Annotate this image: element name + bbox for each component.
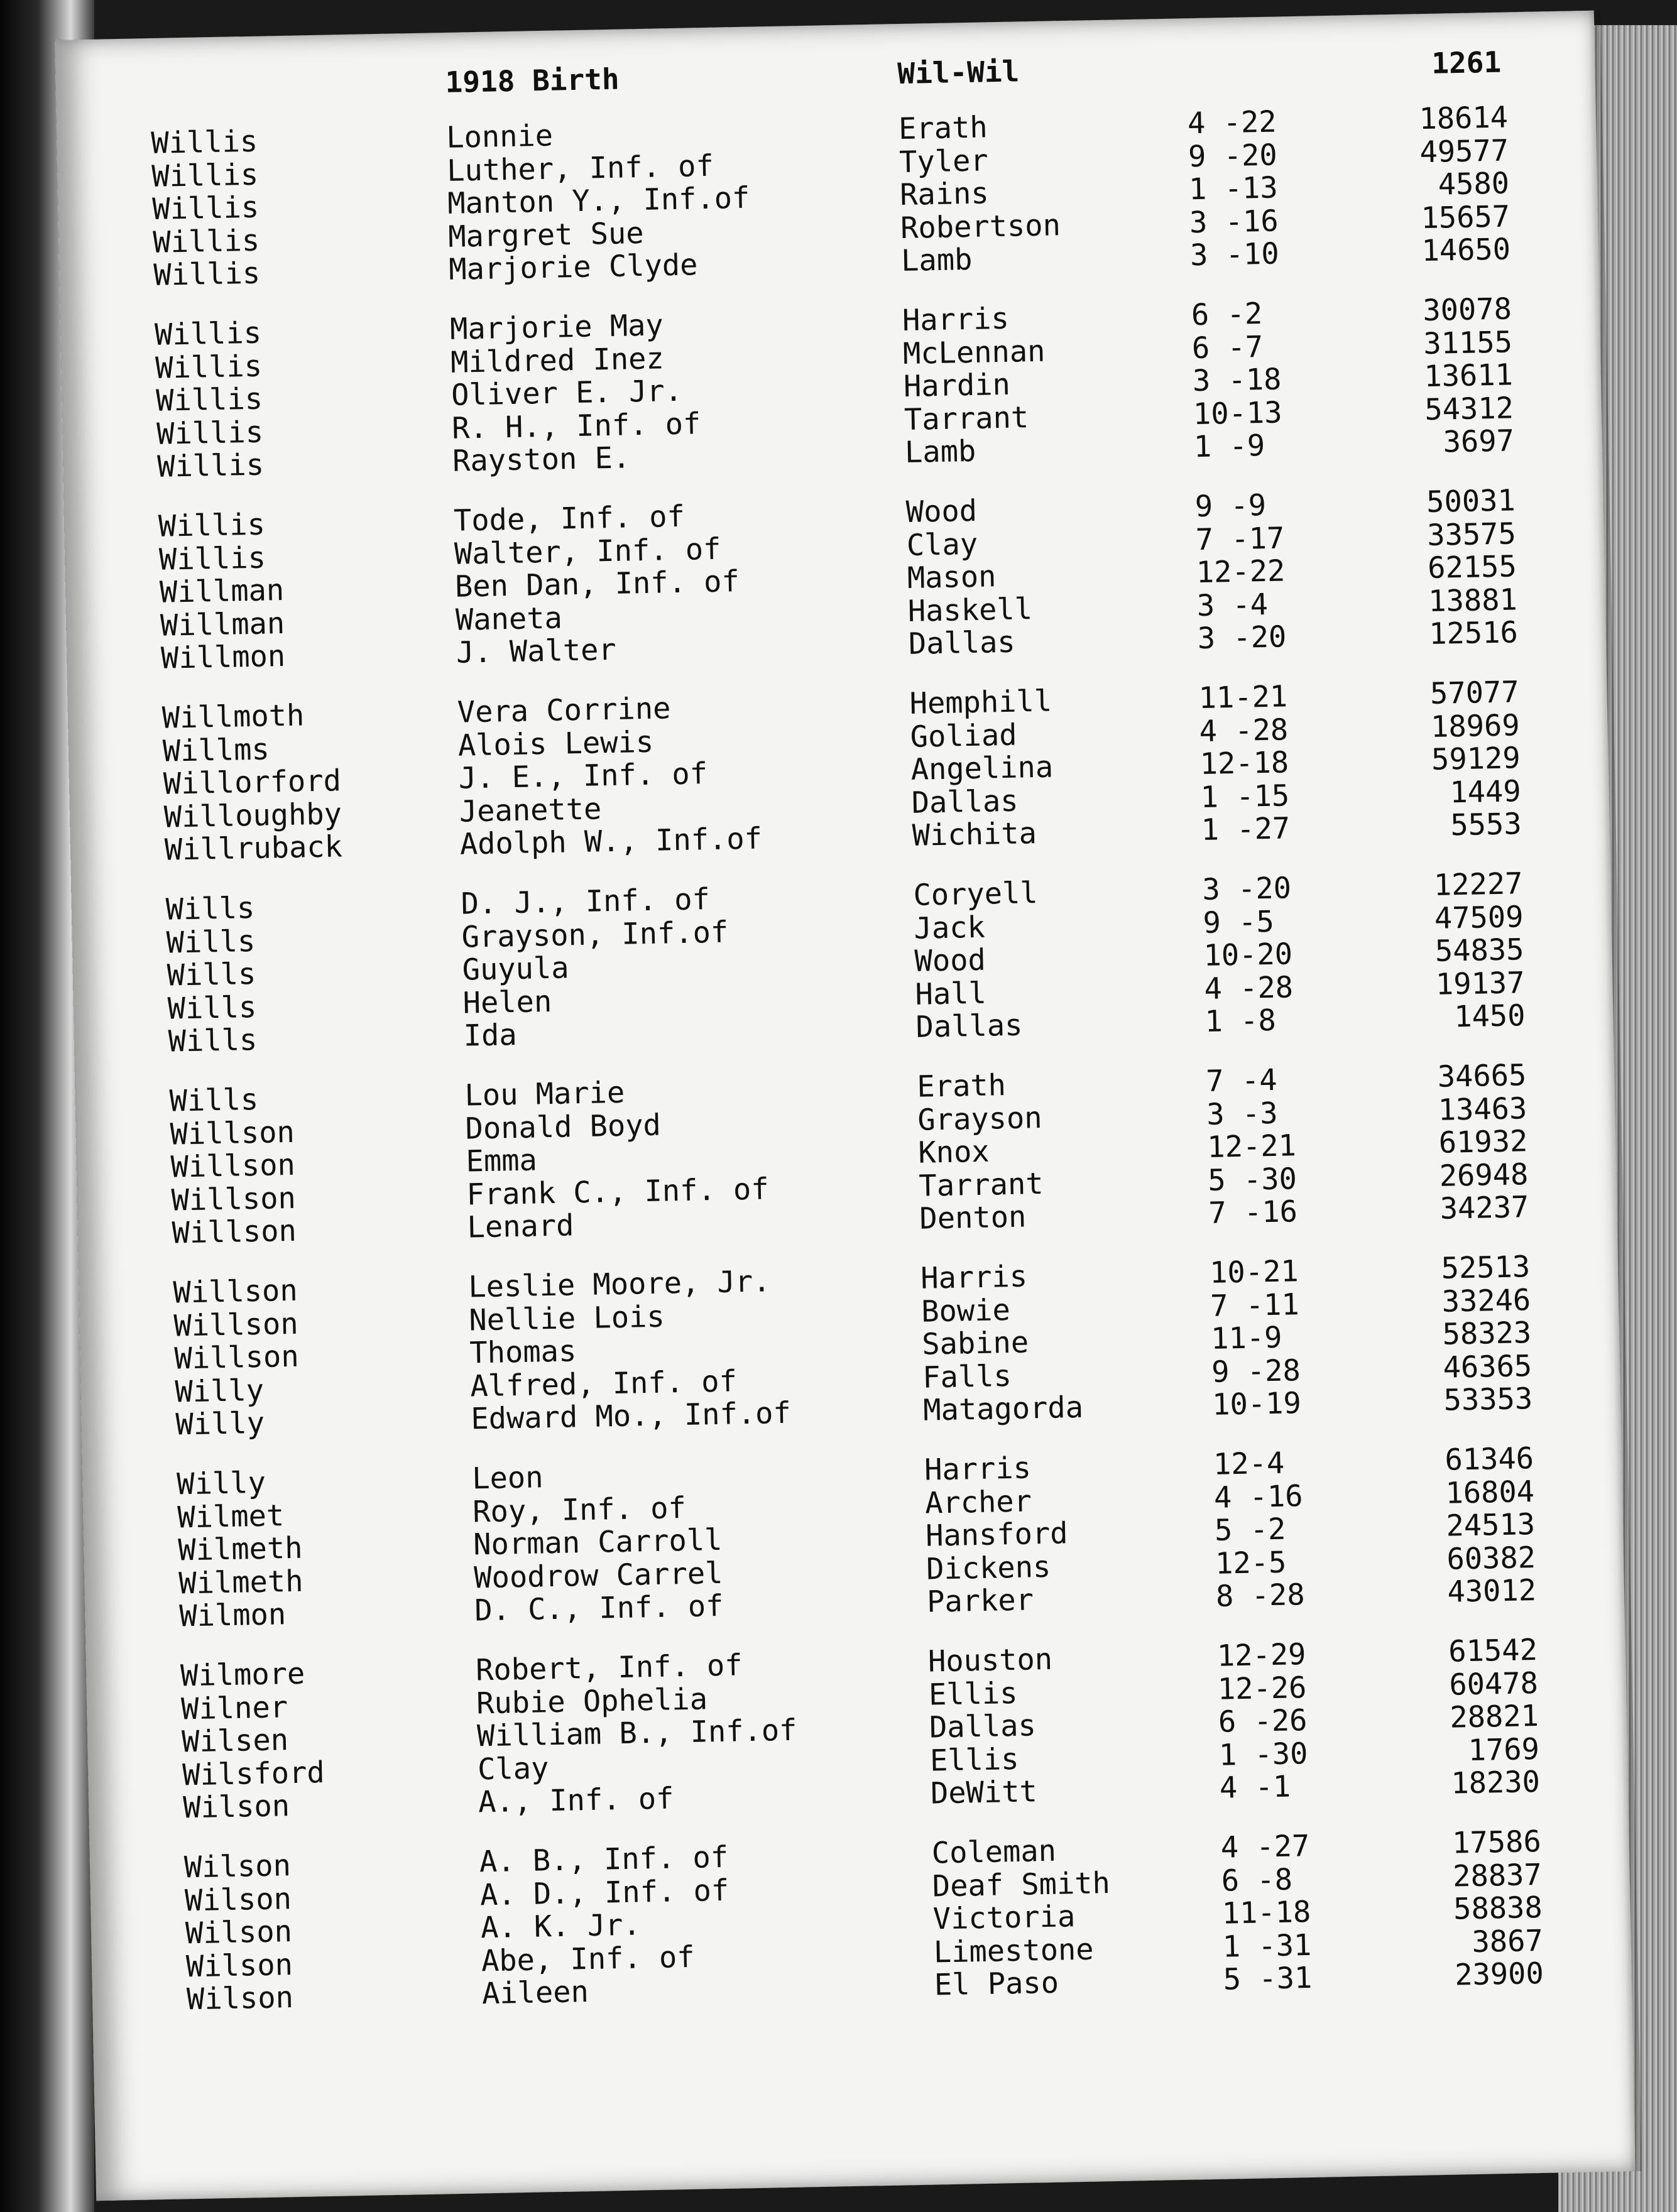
record-surname: Willson [173, 1306, 299, 1344]
record-county: Angelina [910, 749, 1054, 788]
record-county: Archer [924, 1484, 1032, 1521]
record-surname: Willis [151, 157, 259, 194]
record-surname: Willson [172, 1273, 298, 1310]
record-given-name: William B., Inf.of [476, 1713, 797, 1754]
record-number: 28821 [1449, 1699, 1539, 1735]
record-given-name: Nellie Lois [468, 1299, 665, 1338]
record-county: Sabine [921, 1325, 1029, 1362]
record-date: 4 -1 [1219, 1769, 1291, 1806]
record-number: 46365 [1443, 1348, 1532, 1385]
record-date: 1 -15 [1200, 778, 1290, 815]
record-date: 4 -28 [1204, 970, 1294, 1006]
record-county: Harris [902, 301, 1010, 339]
record-county: Tarrant [918, 1166, 1044, 1204]
record-surname: Willy [176, 1465, 266, 1502]
record-date: 3 -4 [1196, 587, 1269, 623]
record-number: 33575 [1426, 516, 1517, 553]
record-county: Knox [917, 1134, 990, 1170]
record-surname: Wills [168, 1023, 258, 1060]
record-county: Hansford [925, 1516, 1069, 1554]
record-surname: Willruback [164, 829, 343, 868]
record-date: 4 -16 [1213, 1478, 1304, 1515]
record-surname: Wilmeth [177, 1530, 303, 1568]
record-county: Wichita [912, 816, 1037, 854]
record-number: 23900 [1454, 1956, 1544, 1993]
record-surname: Willman [160, 606, 285, 643]
record-surname: Willmoth [161, 698, 305, 736]
record-number: 61932 [1438, 1124, 1528, 1161]
record-date: 12-22 [1196, 553, 1286, 591]
record-date: 4 -22 [1187, 104, 1277, 141]
record-given-name: Frank C., Inf. of [466, 1172, 770, 1212]
record-given-name: Grayson, Inf.of [461, 915, 729, 955]
record-date: 3 -18 [1192, 362, 1282, 399]
record-number: 61346 [1444, 1441, 1534, 1478]
record-date: 12-5 [1215, 1545, 1287, 1581]
record-county: Ellis [929, 1741, 1020, 1779]
record-given-name: Norman Carroll [473, 1523, 723, 1562]
record-surname: Willson [174, 1339, 300, 1376]
record-number: 58838 [1453, 1890, 1543, 1927]
record-county: Coryell [913, 876, 1039, 913]
record-surname: Willson [172, 1214, 297, 1251]
record-surname: Wilmeth [178, 1564, 303, 1601]
record-given-name: Jeanette [459, 792, 602, 829]
record-given-name: Abe, Inf. of [481, 1939, 696, 1979]
record-date: 12-29 [1216, 1637, 1306, 1674]
record-given-name: Edward Mo., Inf.of [470, 1396, 792, 1437]
record-county: Ellis [928, 1675, 1019, 1713]
record-number: 53353 [1443, 1381, 1533, 1419]
record-surname: Willis [156, 447, 265, 485]
record-surname: Wilson [182, 1789, 290, 1826]
record-surname: Willms [162, 732, 270, 769]
record-county: Coleman [931, 1833, 1057, 1871]
record-number: 30078 [1422, 291, 1512, 329]
record-county: Grayson [917, 1100, 1043, 1138]
record-given-name: Donald Boyd [465, 1108, 662, 1147]
record-date: 12-4 [1213, 1446, 1285, 1482]
record-county: Goliad [910, 717, 1018, 755]
record-date: 11-9 [1210, 1320, 1282, 1357]
record-surname: Wilsford [182, 1755, 325, 1793]
record-date: 3 -20 [1197, 619, 1287, 657]
record-number: 1769 [1468, 1731, 1540, 1768]
record-given-name: A. D., Inf. of [479, 1873, 729, 1912]
record-date: 6 -2 [1191, 297, 1263, 333]
record-county: Tarrant [904, 400, 1029, 437]
record-given-name: Vera Corrine [457, 691, 671, 730]
record-surname: Wilson [184, 1881, 292, 1918]
record-date: 12-18 [1199, 745, 1289, 782]
record-county: Wood [914, 942, 986, 979]
record-number: 60478 [1448, 1665, 1539, 1703]
record-date: 1 -30 [1218, 1736, 1308, 1773]
record-county: Jack [914, 910, 986, 946]
record-county: Parker [926, 1583, 1034, 1620]
record-given-name: Robert, Inf. of [475, 1648, 743, 1688]
record-date: 11-21 [1198, 679, 1288, 716]
record-date: 5 -31 [1223, 1961, 1313, 1998]
record-date: 7 -16 [1208, 1194, 1298, 1231]
record-number: 18230 [1450, 1765, 1541, 1802]
record-given-name: Manton Y., Inf.of [447, 180, 750, 222]
record-surname: Wills [166, 923, 256, 961]
record-county: Erath [916, 1068, 1007, 1104]
record-county: Limestone [933, 1932, 1095, 1970]
record-date: 1 -8 [1204, 1003, 1277, 1040]
page-range-heading: Wil-Wil [897, 54, 1020, 91]
record-date: 4 -27 [1220, 1829, 1310, 1865]
record-date: 11-18 [1221, 1895, 1311, 1931]
record-given-name: Clay [477, 1751, 549, 1787]
record-date: 9 -20 [1188, 138, 1278, 174]
record-given-name: A. K. Jr. [480, 1907, 642, 1946]
record-county: Dickens [926, 1549, 1051, 1587]
record-surname: Wilson [183, 1848, 292, 1885]
record-date: 6 -26 [1218, 1703, 1308, 1740]
record-number: 54835 [1434, 932, 1524, 969]
record-number: 12227 [1433, 866, 1523, 903]
record-number: 18969 [1430, 707, 1521, 744]
record-given-name: Ida [463, 1018, 518, 1054]
record-number: 33246 [1441, 1282, 1531, 1319]
record-surname: Wilson [186, 1980, 294, 2017]
record-surname: Willis [158, 507, 266, 544]
record-county: Robertson [900, 207, 1061, 246]
record-given-name: Alfred, Inf. of [469, 1364, 738, 1404]
record-date: 4 -28 [1199, 712, 1289, 749]
record-surname: Willy [175, 1406, 265, 1442]
record-given-name: Helen [462, 984, 552, 1021]
record-given-name: A. B., Inf. of [479, 1839, 729, 1880]
record-county: Clay [906, 526, 978, 563]
record-number: 24513 [1446, 1507, 1536, 1544]
record-given-name: Lenard [467, 1208, 574, 1245]
record-date: 3 -3 [1206, 1096, 1279, 1132]
record-county: Victoria [932, 1899, 1076, 1937]
record-date: 7 -4 [1205, 1062, 1278, 1099]
record-county: Hemphill [909, 684, 1052, 721]
record-number: 16804 [1445, 1474, 1535, 1511]
record-county: Lamb [900, 242, 973, 279]
record-number: 54312 [1424, 391, 1514, 427]
birth-records-list [57, 99, 1596, 2017]
record-given-name: A., Inf. of [478, 1781, 674, 1820]
page-year-heading: 1918 Birth [445, 62, 620, 99]
record-given-name: Adolph W., Inf.of [459, 821, 763, 863]
record-number: 1449 [1449, 774, 1522, 810]
record-number: 13881 [1428, 582, 1518, 619]
record-surname: Willorford [163, 763, 342, 802]
record-given-name: R. H., Inf. of [451, 406, 701, 446]
record-surname: Wilmore [180, 1656, 305, 1694]
record-surname: Wilsen [181, 1723, 289, 1760]
record-given-name: Oliver E. Jr. [451, 373, 683, 413]
record-number: 50031 [1426, 483, 1516, 520]
record-given-name: Lou Marie [464, 1075, 625, 1113]
record-number: 13463 [1438, 1091, 1527, 1128]
record-date: 1 -31 [1222, 1927, 1312, 1964]
record-date: 5 -2 [1214, 1512, 1286, 1549]
record-number: 58323 [1442, 1316, 1532, 1352]
record-date: 10-20 [1203, 937, 1293, 974]
record-date: 6 -7 [1191, 329, 1264, 366]
record-county: Tyler [899, 143, 989, 180]
record-number: 4580 [1438, 166, 1510, 202]
record-date: 1 -9 [1193, 428, 1265, 465]
record-date: 7 -17 [1195, 521, 1285, 557]
record-county: Hardin [903, 367, 1011, 405]
record-surname: Willson [171, 1180, 297, 1218]
record-county: DeWitt [930, 1774, 1038, 1811]
record-county: Rains [899, 176, 990, 213]
record-county: Matagorda [922, 1390, 1084, 1429]
record-surname: Willis [154, 315, 262, 352]
record-given-name: Lonnie [445, 118, 554, 155]
record-number: 52513 [1441, 1250, 1531, 1286]
record-county: Houston [927, 1642, 1053, 1679]
record-county: Harris [920, 1259, 1028, 1296]
page-number: 1261 [1431, 45, 1502, 80]
record-number: 18614 [1419, 100, 1509, 137]
record-number: 13611 [1423, 357, 1514, 395]
record-given-name: Roy, Inf. of [472, 1490, 687, 1530]
record-surname: Wills [165, 890, 255, 927]
record-surname: Willis [152, 223, 260, 260]
record-date: 3 -10 [1189, 236, 1280, 273]
record-given-name: Emma [466, 1143, 538, 1179]
record-given-name: Luther, Inf. of [446, 148, 714, 188]
record-county: Dallas [908, 625, 1016, 662]
record-surname: Willis [151, 190, 259, 227]
record-date: 9 -28 [1211, 1353, 1301, 1390]
record-surname: Willis [155, 349, 263, 386]
record-date: 6 -8 [1221, 1862, 1293, 1899]
record-given-name: Alois Lewis [457, 724, 654, 763]
record-county: Dallas [915, 1008, 1023, 1045]
record-surname: Wilmet [177, 1498, 285, 1535]
record-surname: Wilner [180, 1689, 288, 1727]
record-number: 19137 [1435, 966, 1525, 1002]
record-number: 3697 [1443, 423, 1515, 460]
record-number: 31155 [1423, 324, 1513, 361]
record-given-name: Thomas [469, 1334, 577, 1371]
register-page [55, 11, 1636, 2201]
record-county: Haskell [907, 591, 1033, 629]
record-date: 10-13 [1193, 395, 1282, 432]
record-given-name: Marjorie May [449, 308, 664, 347]
record-given-name: Guyula [462, 951, 570, 988]
record-county: Harris [924, 1451, 1032, 1488]
record-county: Wood [905, 493, 978, 530]
record-number: 1450 [1453, 998, 1526, 1035]
record-number: 61542 [1448, 1633, 1538, 1669]
record-date: 5 -30 [1207, 1162, 1297, 1198]
record-number: 47509 [1434, 899, 1524, 936]
record-surname: Wills [167, 989, 257, 1027]
record-surname: Willis [155, 381, 263, 419]
record-county: Denton [919, 1199, 1027, 1237]
record-county: Hall [915, 976, 987, 1012]
record-given-name: Tode, Inf. of [453, 499, 686, 538]
record-number: 60382 [1446, 1540, 1536, 1577]
record-given-name: J. Walter [456, 633, 617, 671]
record-given-name: Margret Sue [447, 215, 645, 254]
record-date: 1 -27 [1201, 811, 1291, 848]
record-county: El Paso [934, 1966, 1059, 2003]
record-date: 9 -9 [1194, 488, 1267, 525]
record-number: 3867 [1472, 1923, 1544, 1959]
record-number: 17586 [1451, 1824, 1542, 1861]
record-date: 10-19 [1211, 1386, 1302, 1423]
record-date: 10-21 [1209, 1254, 1299, 1290]
record-surname: Wilson [185, 1914, 293, 1951]
record-surname: Willson [170, 1114, 295, 1152]
record-date: 9 -5 [1202, 904, 1275, 940]
record-surname: Willis [158, 540, 266, 577]
record-surname: Willy [175, 1373, 265, 1410]
record-given-name: Rayston E. [452, 440, 631, 479]
record-given-name: D. J., Inf. of [461, 882, 711, 922]
record-number: 12516 [1428, 615, 1519, 652]
record-county: Erath [898, 110, 988, 147]
record-number: 49577 [1419, 133, 1509, 170]
record-date: 8 -28 [1215, 1577, 1306, 1615]
record-surname: Willoughby [163, 797, 342, 835]
record-date: 12-26 [1217, 1670, 1307, 1707]
record-date: 7 -11 [1210, 1287, 1300, 1324]
record-given-name: Aileen [481, 1975, 589, 2012]
record-surname: Willis [153, 256, 261, 293]
record-given-name: Waneta [455, 601, 563, 638]
record-county: Deaf Smith [932, 1865, 1111, 1904]
record-number: 62155 [1427, 549, 1517, 586]
record-date: 3 -20 [1201, 871, 1292, 908]
record-number: 34237 [1439, 1190, 1529, 1227]
record-surname: Wilson [185, 1947, 293, 1985]
record-number: 59129 [1431, 741, 1521, 778]
record-surname: Wilmon [178, 1597, 287, 1634]
record-given-name: Mildred Inez [450, 341, 665, 380]
record-number: 15657 [1421, 199, 1510, 236]
record-number: 26948 [1439, 1157, 1529, 1194]
record-given-name: D. C., Inf. of [474, 1589, 724, 1628]
record-number: 5553 [1450, 807, 1522, 843]
record-date: 1 -13 [1188, 170, 1279, 207]
record-given-name: Marjorie Clyde [448, 248, 698, 288]
record-number: 28837 [1452, 1857, 1543, 1894]
record-number: 57077 [1429, 675, 1520, 711]
record-number: 14650 [1421, 232, 1511, 269]
record-surname: Willmon [160, 639, 286, 677]
record-date: 3 -16 [1189, 204, 1279, 241]
record-given-name: Ben Dan, Inf. of [454, 564, 740, 604]
record-county: Dallas [929, 1708, 1037, 1745]
record-number: 43012 [1447, 1573, 1537, 1610]
record-surname: Willis [150, 124, 258, 161]
record-surname: Wills [167, 957, 256, 993]
record-surname: Wills [169, 1082, 259, 1119]
record-given-name: Walter, Inf. of [454, 531, 721, 572]
record-given-name: Rubie Ophelia [476, 1681, 708, 1721]
record-county: Lamb [904, 434, 976, 471]
record-given-name: Leslie Moore, Jr. [467, 1264, 771, 1305]
record-given-name: Leon [471, 1460, 544, 1496]
record-surname: Willson [170, 1148, 296, 1185]
record-county: Dallas [911, 783, 1019, 820]
record-date: 12-21 [1206, 1128, 1297, 1165]
record-number: 34665 [1437, 1058, 1527, 1094]
record-county: Mason [907, 559, 997, 596]
record-given-name: J. E., Inf. of [458, 756, 708, 796]
record-county: Bowie [920, 1292, 1011, 1329]
record-county: Falls [922, 1358, 1012, 1395]
record-surname: Willis [156, 415, 264, 452]
record-county: McLennan [902, 334, 1046, 371]
record-surname: Willman [159, 573, 285, 610]
record-given-name: Woodrow Carrel [473, 1555, 723, 1596]
